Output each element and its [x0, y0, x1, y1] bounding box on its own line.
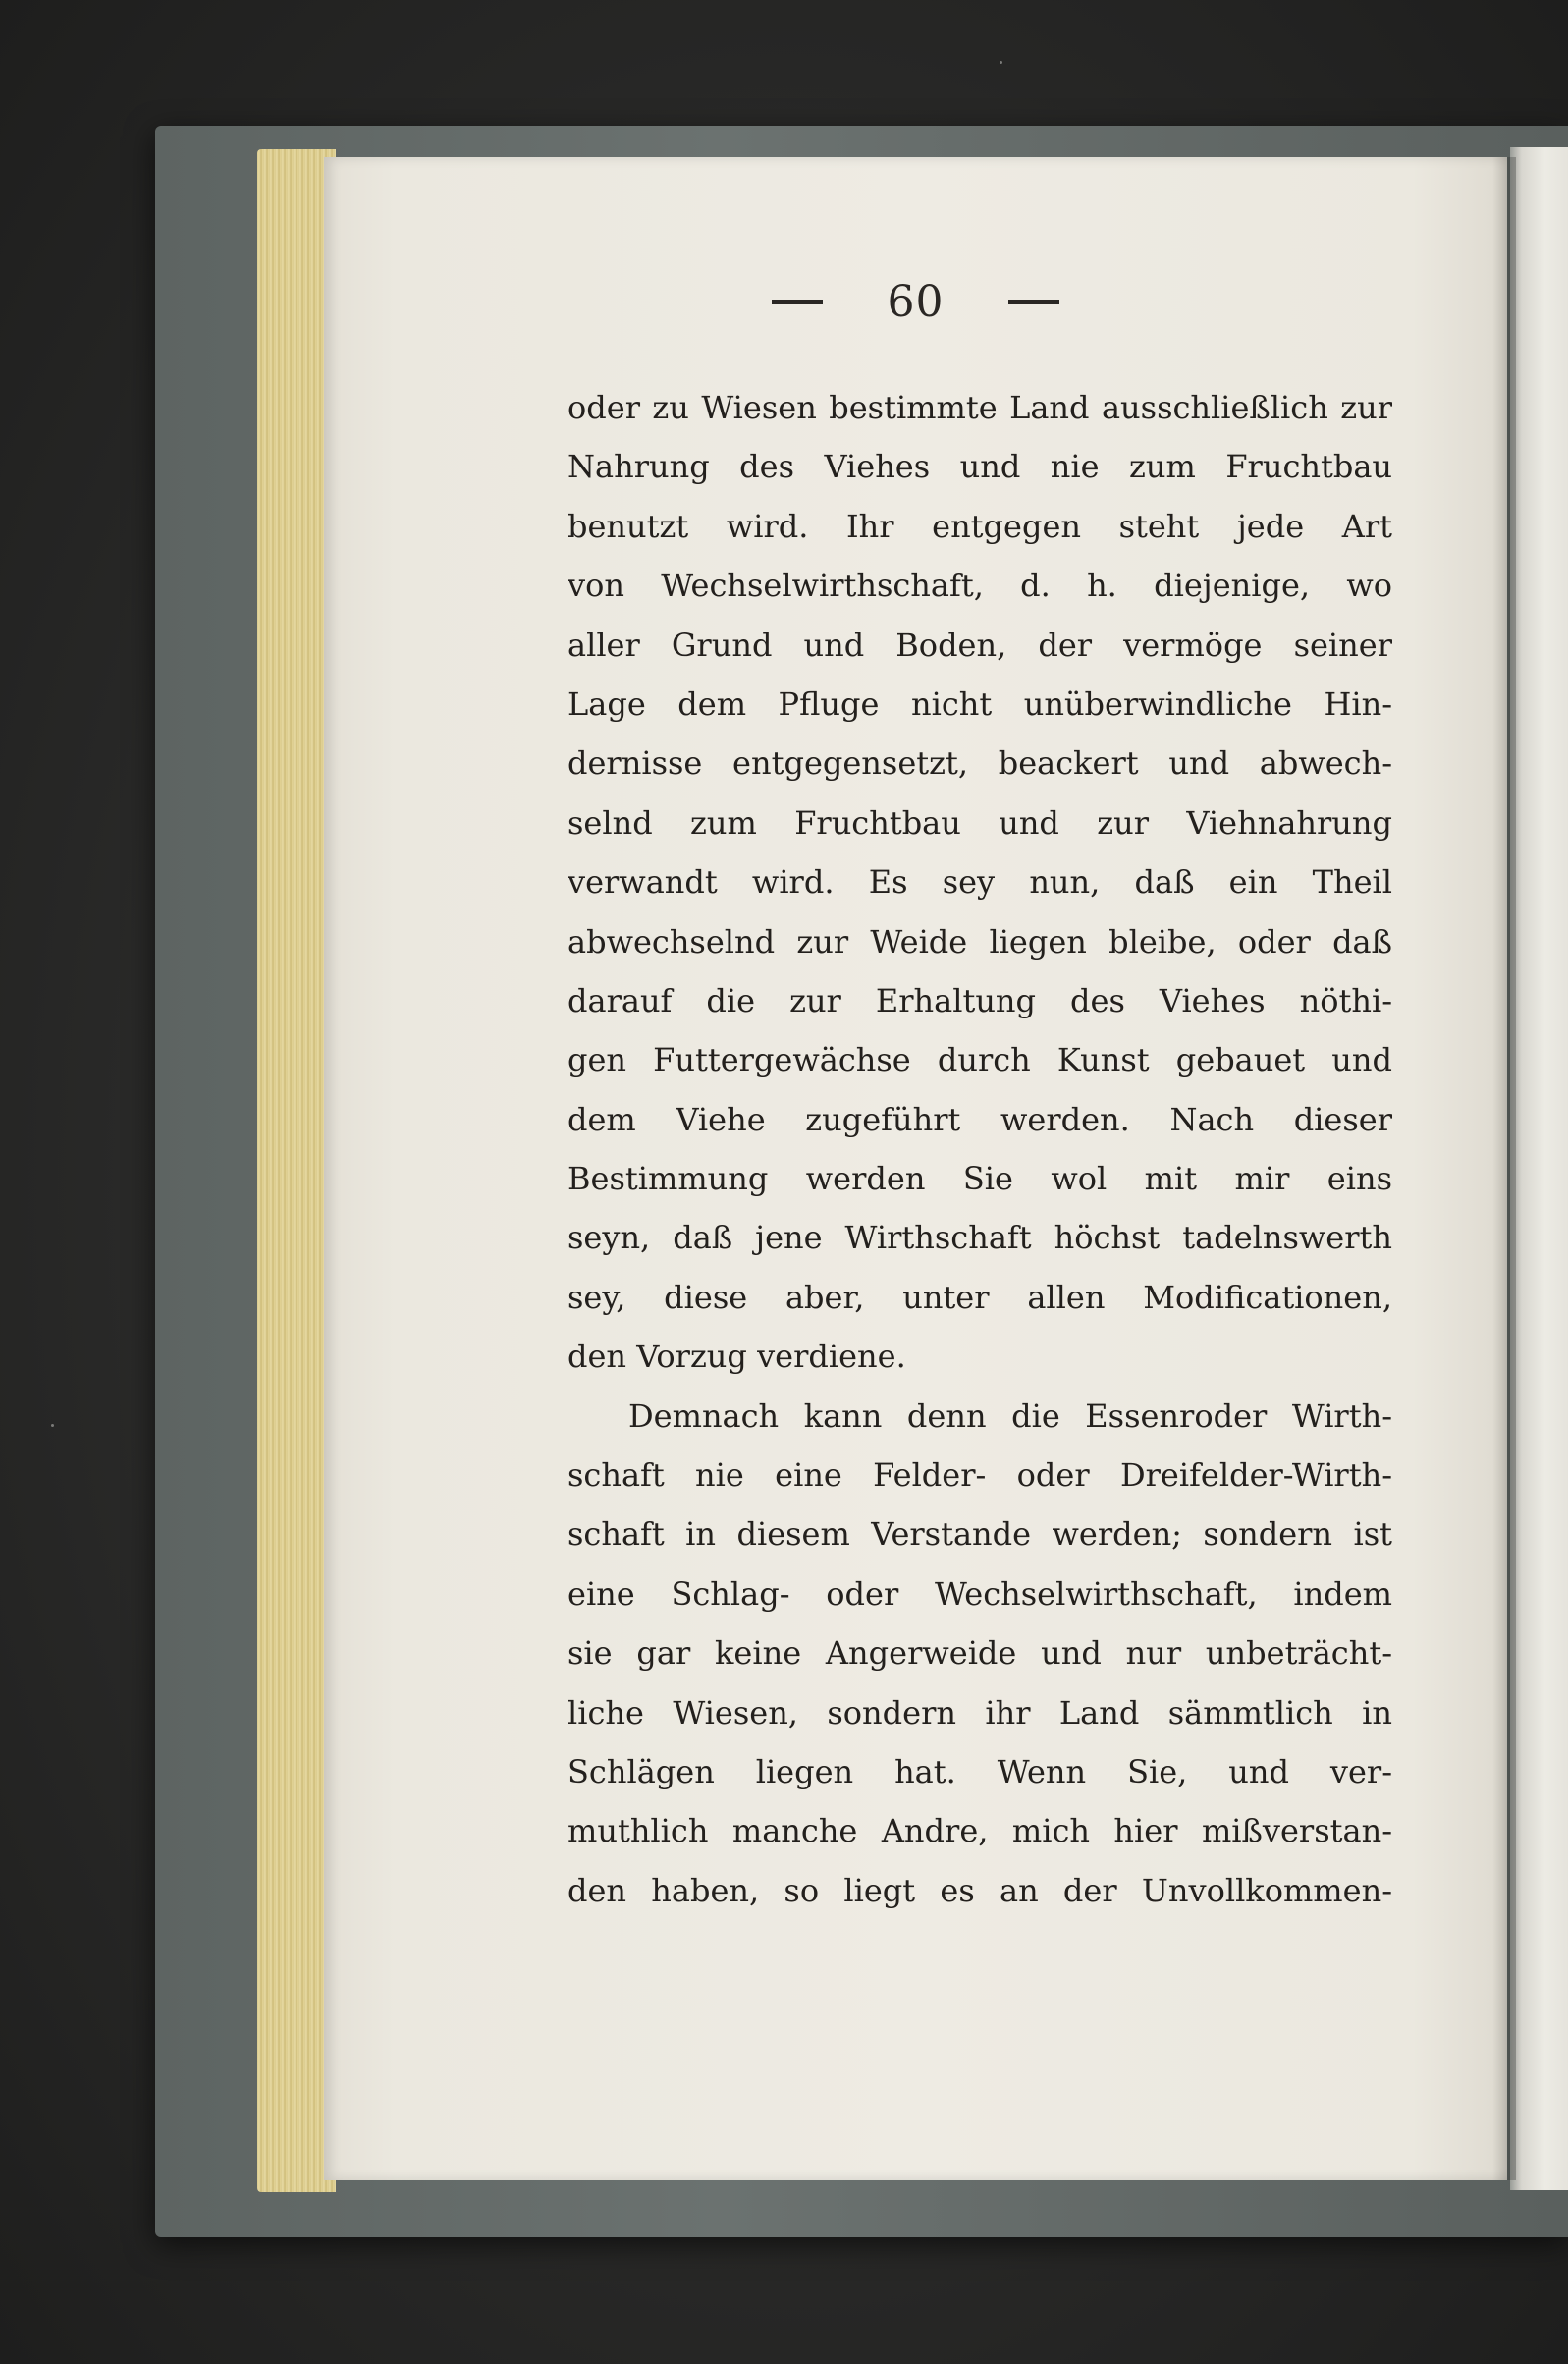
text-line: Lage dem Pfluge nicht unüberwindliche Hin-: [568, 685, 1392, 723]
text-line: den haben, so liegt es an der Unvollkommen-: [568, 1871, 1392, 1909]
text-line: sey, diese aber, unter allen Modificationen,: [568, 1278, 1392, 1316]
text-line: benutzt wird. Ihr entgegen steht jede Art: [568, 507, 1392, 545]
dust-speck: [1000, 61, 1002, 64]
text-line: muthlich manche Andre, mich hier mißverstan-: [568, 1812, 1392, 1850]
text-line: oder zu Wiesen bestimmte Land ausschließlich zur: [568, 389, 1392, 426]
text-line: eine Schlag- oder Wechselwirthschaft, indem: [568, 1574, 1392, 1613]
text-line: seyn, daß jene Wirthschaft höchst tadelnswerth: [568, 1219, 1392, 1257]
gutter-shadow: [1492, 157, 1516, 2180]
text-line: gen Futtergewächse durch Kunst gebauet und: [568, 1041, 1392, 1079]
text-line: abwechselnd zur Weide liegen bleibe, oder daß: [568, 922, 1392, 961]
text-line: verwandt wird. Es sey nun, daß ein Theil: [568, 863, 1392, 902]
text-line: dernisse entgegensetzt, beackert und abwech-: [568, 744, 1392, 783]
paragraph-start-line: Demnach kann denn die Essenroder Wirth-: [628, 1397, 1392, 1435]
dust-speck: [51, 1424, 54, 1427]
header-dash-left: [772, 300, 823, 304]
header-dash-right: [1008, 300, 1059, 304]
page-header: [324, 277, 1507, 346]
text-line: Schlägen liegen hat. Wenn Sie, und ver-: [568, 1752, 1392, 1790]
body-text: [568, 378, 1392, 1920]
text-line: selnd zum Fruchtbau und zur Viehnahrung: [568, 803, 1392, 842]
text-line: schaft nie eine Felder- oder Dreifelder-Wirth-: [568, 1457, 1392, 1495]
next-page-edge: [1510, 147, 1568, 2190]
text-line: dem Viehe zugeführt werden. Nach dieser: [568, 1100, 1392, 1138]
text-line: darauf die zur Erhaltung des Viehes nöthi-: [568, 981, 1392, 1019]
text-line: Bestimmung werden Sie wol mit mir eins: [568, 1160, 1392, 1198]
text-line: sie gar keine Angerweide und nur unbeträcht-: [568, 1634, 1392, 1673]
text-line: liche Wiesen, sondern ihr Land sämmtlich in: [568, 1693, 1392, 1732]
page-number: 60: [887, 277, 945, 327]
text-line: von Wechselwirthschaft, d. h. diejenige, wo: [568, 567, 1392, 605]
text-line: aller Grund und Boden, der vermöge seiner: [568, 626, 1392, 664]
text-line: den Vorzug verdiene.: [568, 1338, 906, 1376]
text-line: Nahrung des Viehes und nie zum Fruchtbau: [568, 448, 1392, 486]
text-line: schaft in diesem Verstande werden; sondern ist: [568, 1515, 1392, 1554]
